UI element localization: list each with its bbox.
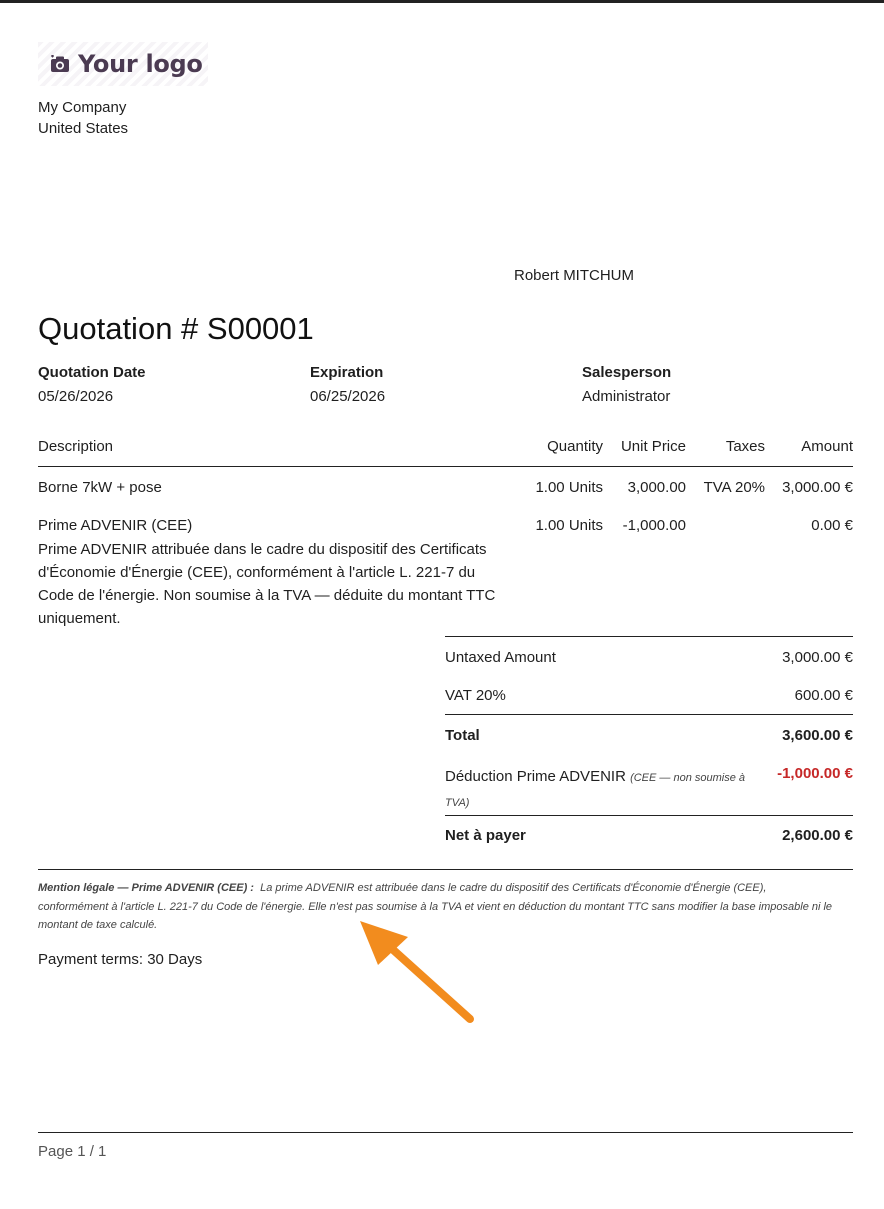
footer-divider [38,1132,853,1133]
total-label: Total [445,727,480,744]
camera-icon [50,55,70,73]
row-taxes: TVA 20% [703,479,765,496]
row-quantity: 1.00 Units [535,517,603,534]
arrow-icon [350,915,490,1035]
row-amount: 0.00 € [811,517,853,534]
expiration-block [310,361,385,409]
company-logo [38,42,208,86]
row-unit-price: 3,000.00 [627,479,686,496]
legal-divider [38,869,853,870]
total-value: 3,600.00 € [782,727,853,744]
header-description: Description [38,438,114,455]
untaxed-label: Untaxed Amount [445,649,556,666]
salesperson-label: Salesperson [582,364,672,381]
vat-label: VAT 20% [445,687,506,704]
untaxed-value: 3,000.00 € [782,649,853,666]
total-divider [445,714,853,715]
payment-terms: Payment terms: 30 Days [38,951,203,968]
header-unit-price: Unit Price [620,438,686,455]
quotation-date-label: Quotation Date [38,364,146,381]
net-divider [445,815,853,816]
legal-text: La prime ADVENIR est attribuée dans le cadre du dispositif des Certificats d'Économie d'Énergie (CEE), conformément à l'article L. 221-7 du Code de l'énergie. Elle n'est pas soumise à la TVA et vient en déduction du montant TTC sans modifier la base imposable ni le montant de taxe calculé. [38,882,833,931]
customer-name: Robert MITCHUM [514,267,635,284]
expiration-value: 06/25/2026 [310,388,386,405]
page-number: Page 1 / 1 [38,1143,107,1160]
row-amount: 3,000.00 € [782,479,853,496]
table-header-divider [38,466,853,467]
row-description: Borne 7kW + pose [38,479,162,496]
company-name: My Company [38,99,127,116]
totals-top-divider [445,636,853,637]
salesperson-block [582,361,671,409]
expiration-label: Expiration [310,364,384,381]
quotation-date-value: 05/26/2026 [38,388,114,405]
deduction-note: (CEE — non soumise à TVA) [445,772,746,809]
header-taxes: Taxes [725,438,765,455]
vat-value: 600.00 € [794,687,853,704]
company-country: United States [38,120,129,137]
header-quantity: Quantity [547,438,603,455]
document-title: Quotation # S00001 [38,311,314,346]
quotation-date-block [38,361,146,409]
top-border [0,0,884,3]
row-description: Prime ADVENIR (CEE) [38,517,193,534]
company-address [38,97,128,139]
legal-label: Mention légale — Prime ADVENIR (CEE) : [38,882,254,894]
deduction-value: -1,000.00 € [777,765,853,782]
net-value: 2,600.00 € [782,827,853,844]
row-unit-price: -1,000.00 [622,517,686,534]
row-quantity: 1.00 Units [535,479,603,496]
header-amount: Amount [801,438,853,455]
deduction-label-block [445,765,760,815]
logo-text: Your logo [78,50,203,78]
deduction-label: Déduction Prime ADVENIR [445,768,626,785]
salesperson-value: Administrator [582,388,671,405]
net-label: Net à payer [445,827,526,844]
row-description-detail: Prime ADVENIR attribuée dans le cadre du dispositif des Certificats d'Économie d'Énergie (CEE), conformément à l'article L. 221-7 du Code de l'énergie. Non soumise à la TVA — déduite du montant TTC uniquement. [38,541,496,627]
